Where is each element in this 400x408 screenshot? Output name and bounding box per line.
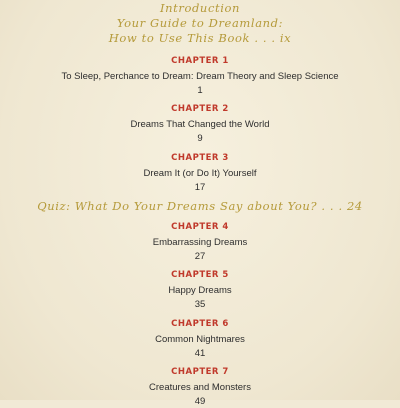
chapter-title: Common Nightmares — [155, 334, 245, 345]
chapter-page-number: 27 — [194, 251, 206, 262]
chapter-page-number: 9 — [197, 133, 203, 144]
chapter-label: CHAPTER 1 — [171, 56, 229, 66]
chapter-label: CHAPTER 7 — [171, 367, 229, 377]
toc-entry-chapter-6 — [0, 319, 400, 360]
chapter-title: Happy Dreams — [168, 285, 232, 296]
toc-entry-chapter-3 — [0, 153, 400, 194]
chapter-label: CHAPTER 6 — [171, 319, 229, 329]
chapter-title: To Sleep, Perchance to Dream: Dream Theory and Sleep Science — [61, 71, 339, 82]
chapter-page-number: 17 — [194, 182, 206, 193]
chapter-title: Embarrassing Dreams — [152, 237, 248, 248]
toc-entry-chapter-4 — [0, 222, 400, 263]
chapter-title: Creatures and Monsters — [149, 382, 251, 393]
chapter-page-number: 1 — [197, 85, 203, 96]
toc-entry-chapter-5 — [0, 270, 400, 311]
toc-entry-chapter-1 — [0, 56, 400, 97]
toc-entry-chapter-7 — [0, 367, 400, 408]
toc-entry-chapter-2 — [0, 104, 400, 145]
chapter-label: CHAPTER 5 — [171, 270, 229, 280]
quiz-entry: Quiz: What Do Your Dreams Say about You? . . . 24 — [37, 199, 363, 213]
chapter-page-number: 49 — [194, 396, 206, 407]
introduction-title: Your Guide to Dreamland: — [116, 16, 284, 30]
introduction-subtitle: How to Use This Book . . . ix — [108, 31, 292, 45]
chapter-label: CHAPTER 4 — [171, 222, 229, 232]
chapter-page-number: 35 — [194, 299, 206, 310]
chapter-title: Dream It (or Do It) Yourself — [143, 168, 257, 179]
chapter-title: Dreams That Changed the World — [130, 119, 270, 130]
chapter-label: CHAPTER 3 — [171, 153, 229, 163]
chapter-label: CHAPTER 2 — [171, 104, 229, 114]
chapter-page-number: 41 — [194, 348, 206, 359]
introduction-heading: Introduction — [159, 1, 241, 15]
